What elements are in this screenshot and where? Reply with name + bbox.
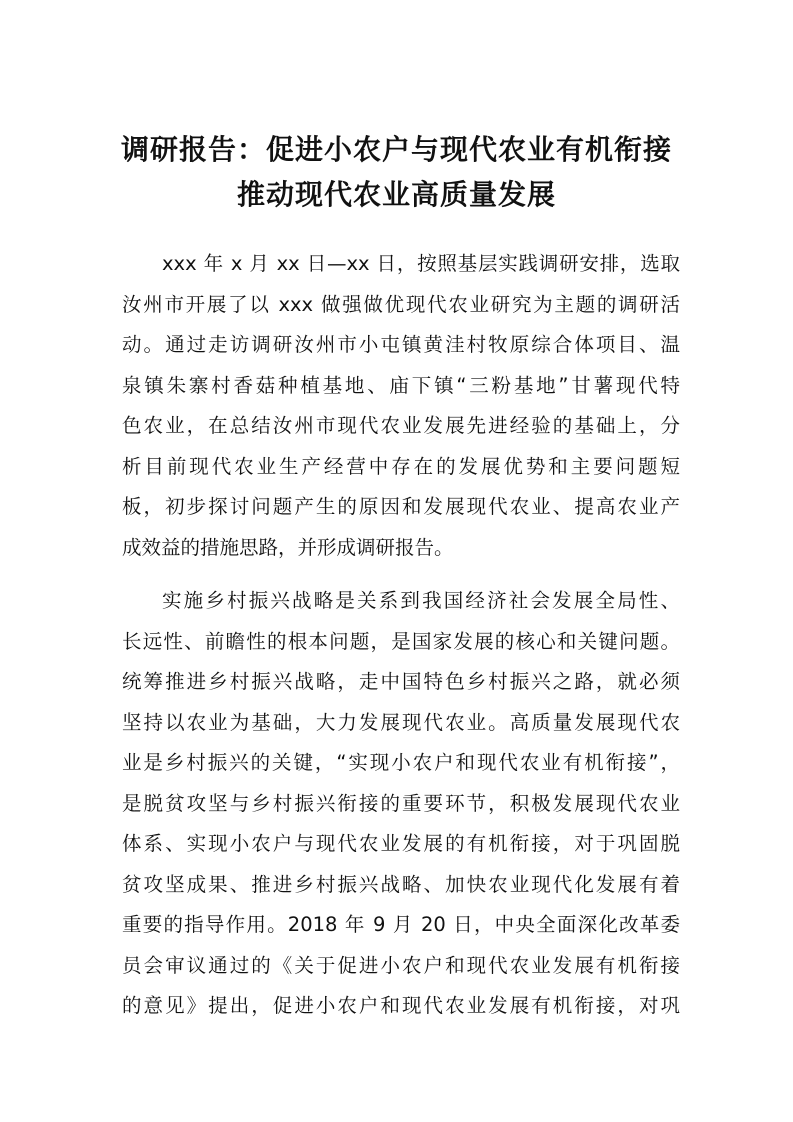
paragraph-2-line: 业是乡村振兴的关键，“实现小农户和现代农业有机衔接”， xyxy=(122,751,680,774)
paragraph-1-line: 动。通过走访调研汝州市小屯镇黄洼村牧原综合体项目、温 xyxy=(122,333,680,356)
title-line-1: 调研报告：促进小农户与现代农业有机衔接 xyxy=(120,133,672,166)
paragraph-1-line: 板，初步探讨问题产生的原因和发展现代农业、提高农业产 xyxy=(122,495,680,518)
paragraph-2-line: 长远性、前瞻性的根本问题，是国家发展的核心和关键问题。 xyxy=(122,629,680,653)
paragraph-2-line: 员会审议通过的《关于促进小农户和现代农业发展有机衔接 xyxy=(122,953,680,977)
title-line-2: 推动现代农业高质量发展 xyxy=(236,178,556,211)
paragraph-2-line: 坚持以农业为基础，大力发展现代农业。高质量发展现代农 xyxy=(122,710,680,734)
paragraph-1-line: xxx 年 x 月 xx 日—xx 日，按照基层实践调研安排，选取 xyxy=(162,252,680,275)
paragraph-1-line: 析目前现代农业生产经营中存在的发展优势和主要问题短 xyxy=(122,454,680,478)
paragraph-2-line: 贫攻坚成果、推进乡村振兴战略、加快农业现代化发展有着 xyxy=(122,872,680,896)
paragraph-2-line: 重要的指导作用。2018 年 9 月 20 日，中央全面深化改革委 xyxy=(122,913,680,936)
paragraph-1-line: 汝州市开展了以 xxx 做强做优现代农业研究为主题的调研活 xyxy=(122,292,680,316)
paragraph-2-line: 是脱贫攻坚与乡村振兴衔接的重要环节，积极发展现代农业 xyxy=(122,791,680,815)
paragraph-2-line: 实施乡村振兴战略是关系到我国经济社会发展全局性、 xyxy=(162,589,680,612)
paragraph-2-line: 的意见》提出，促进小农户和现代农业发展有机衔接，对巩 xyxy=(122,994,680,1017)
paragraph-2-line: 体系、实现小农户与现代农业发展的有机衔接，对于巩固脱 xyxy=(122,832,680,855)
paragraph-1-line: 泉镇朱寨村香菇种植基地、庙下镇“三粉基地”甘薯现代特 xyxy=(122,373,680,397)
paragraph-1-line: 成效益的措施思路，并形成调研报告。 xyxy=(122,535,454,559)
paragraph-2-line: 统筹推进乡村振兴战略，走中国特色乡村振兴之路，就必须 xyxy=(122,670,680,693)
paragraph-1-line: 色农业，在总结汝州市现代农业发展先进经验的基础上，分 xyxy=(122,414,680,437)
